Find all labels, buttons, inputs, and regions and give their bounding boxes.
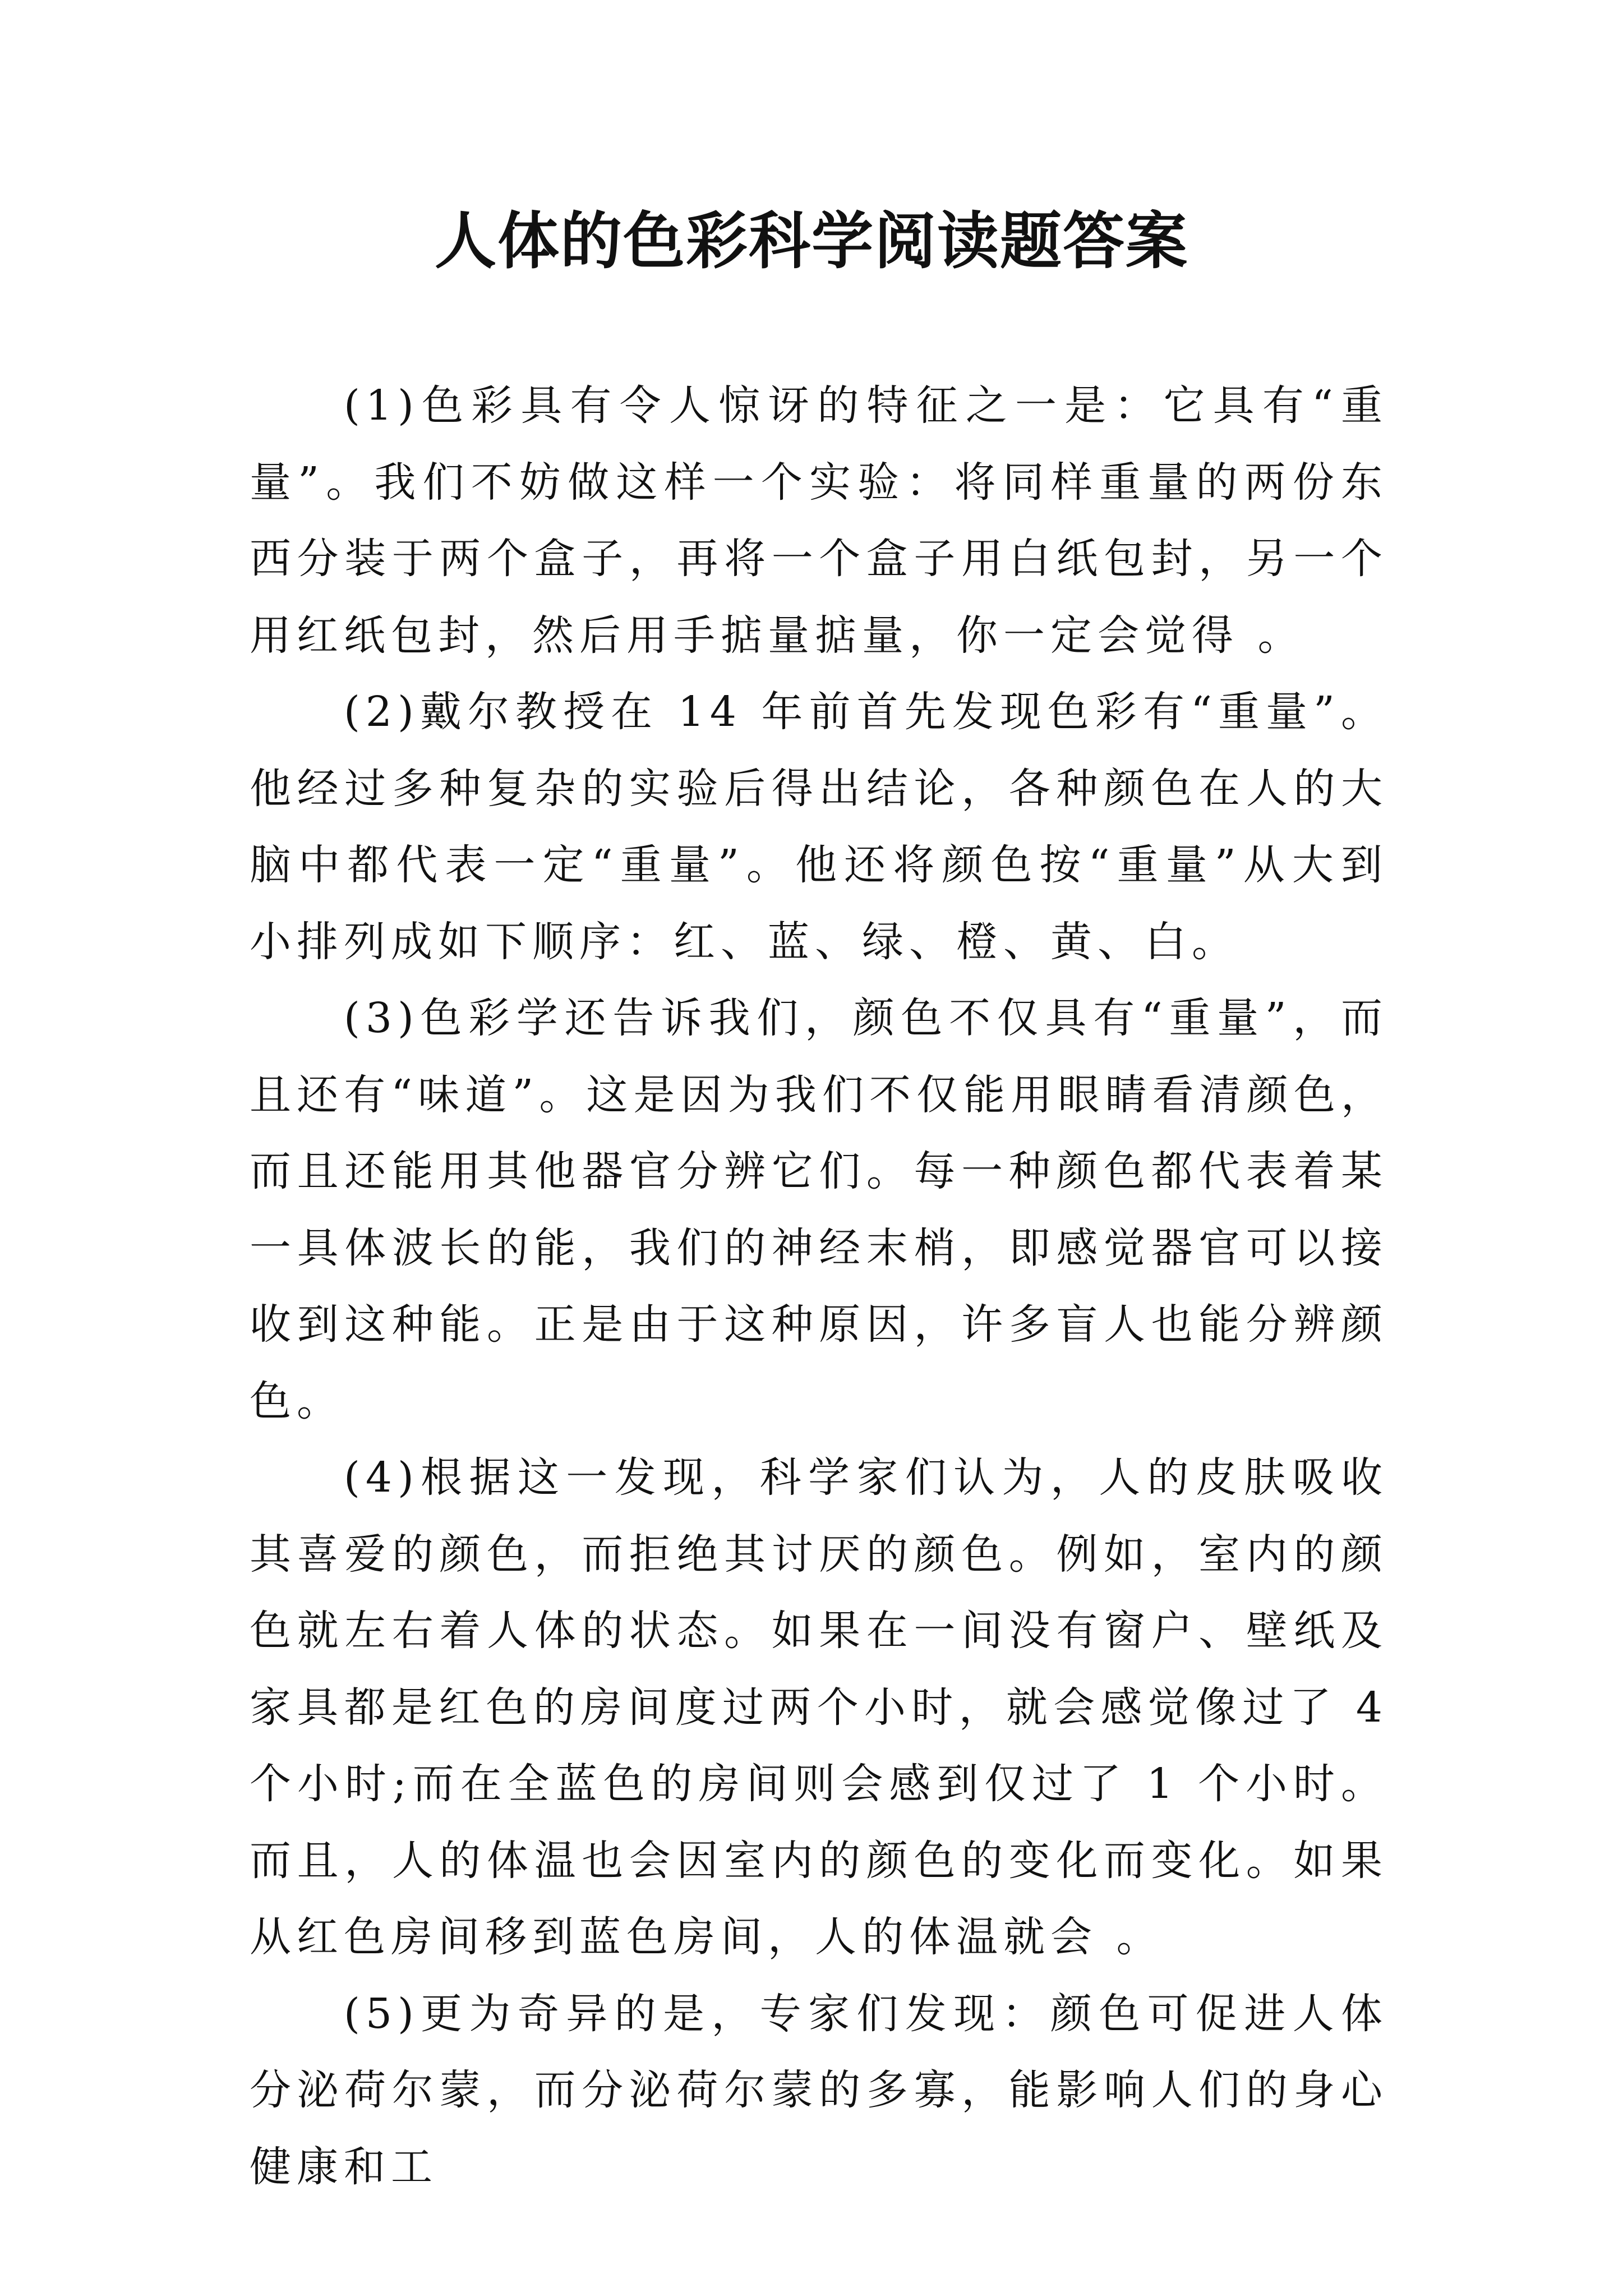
paragraph-3: (3)色彩学还告诉我们，颜色不仅具有“重量”，而且还有“味道”。这是因为我们不仅能用眼睛看清颜色，而且还能用其他器官分辨它们。每一种颜色都代表着某一具体波长的能，我们的神经末梢，即感觉器官可以接收到这种能。正是由于这种原因，许多盲人也能分辨颜色。 [250,994,1388,1425]
document-body [250,367,1388,2205]
paragraph-1: (1)色彩具有令人惊讶的特征之一是：它具有“重量”。我们不妨做这样一个实验：将同样重量的两份东西分装于两个盒子，再将一个盒子用白纸包封，另一个用红纸包封，然后用手掂量掂量，你一定会觉得 。 [250,381,1388,660]
document-title: 人体的色彩科学阅读题答案 [435,205,1188,277]
paragraph-5: (5)更为奇异的是，专家们发现：颜色可促进人体分泌荷尔蒙，而分泌荷尔蒙的多寡，能影响人们的身心健康和工 [250,1989,1388,2191]
paragraph-4: (4)根据这一发现，科学家们认为，人的皮肤吸收其喜爱的颜色，而拒绝其讨厌的颜色。例如，室内的颜色就左右着人体的状态。如果在一间没有窗户、壁纸及家具都是红色的房间度过两个小时，就会感觉像过了 4 个小时;而在全蓝色的房间则会感到仅过了 1 个小时。而且，人的体温也会因室内的颜色的变化而变化。如果从红色房间移到蓝色房间，人的体温就会 。 [250,1453,1388,1961]
paragraph-2: (2)戴尔教授在 14 年前首先发现色彩有“重量”。他经过多种复杂的实验后得出结论，各种颜色在人的大脑中都代表一定“重量”。他还将颜色按“重量”从大到小排列成如下顺序：红、蓝、绿、橙、黄、白。 [250,688,1388,966]
